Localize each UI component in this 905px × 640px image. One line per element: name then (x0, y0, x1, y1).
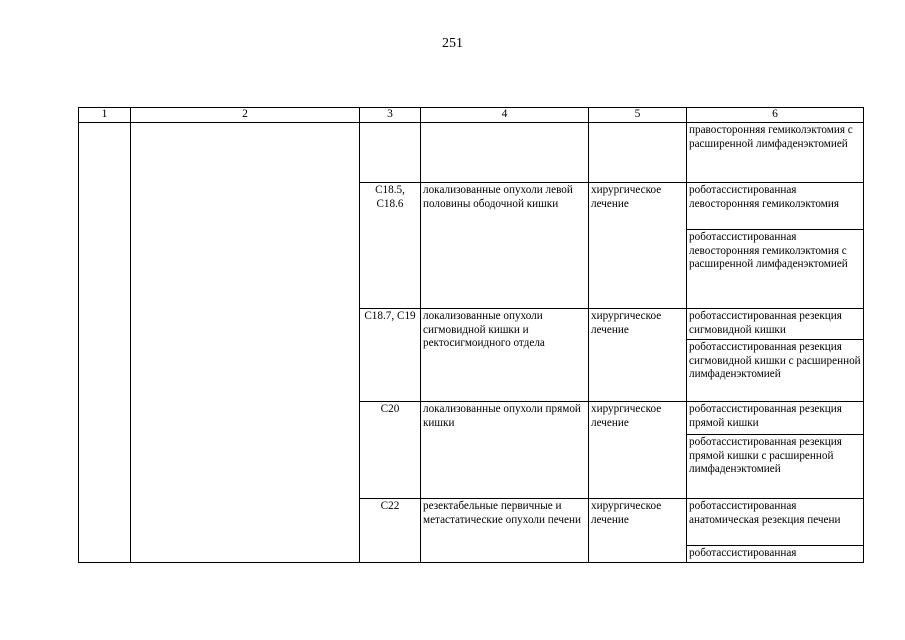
condition-cell: локализованные опухоли левой половины ободочной кишки (421, 183, 589, 309)
treatment-cell: хирургическое лечение (589, 183, 687, 309)
treatment-cell (589, 123, 687, 183)
column-header: 3 (360, 108, 421, 123)
code-cell (360, 123, 421, 183)
method-cell: роботассистированная резекция сигмовидной кишки с расширенной лимфаденэктомией (687, 340, 864, 402)
code-cell: C18.5, C18.6 (360, 183, 421, 309)
treatment-cell: хирургическое лечение (589, 309, 687, 402)
procedures-table (78, 107, 864, 563)
col1-cell (79, 123, 131, 563)
condition-cell (421, 123, 589, 183)
condition-cell: локализованные опухоли прямой кишки (421, 402, 589, 499)
treatment-cell: хирургическое лечение (589, 402, 687, 499)
code-cell: C22 (360, 499, 421, 563)
method-cell: роботассистированная левосторонняя гемиколэктомия с расширенной лимфаденэктомией (687, 230, 864, 309)
method-cell: роботассистированная резекция сигмовидной кишки (687, 309, 864, 340)
page-number: 251 (442, 36, 463, 51)
method-cell: роботассистированная резекция прямой кишки с расширенной лимфаденэктомией (687, 435, 864, 499)
condition-cell: локализованные опухоли сигмовидной кишки и ректосигмоидного отдела (421, 309, 589, 402)
column-header: 1 (79, 108, 131, 123)
column-header: 5 (589, 108, 687, 123)
column-header: 6 (687, 108, 864, 123)
treatment-cell: хирургическое лечение (589, 499, 687, 563)
code-cell: C20 (360, 402, 421, 499)
method-cell: роботассистированная (687, 546, 864, 563)
method-cell: роботассистированная резекция прямой кишки (687, 402, 864, 435)
table-row (79, 123, 864, 183)
col2-cell (131, 123, 360, 563)
column-header: 2 (131, 108, 360, 123)
code-cell: C18.7, C19 (360, 309, 421, 402)
method-cell: правосторонняя гемиколэктомия с расширенной лимфаденэктомией (687, 123, 864, 183)
condition-cell: резектабельные первичные и метастатические опухоли печени (421, 499, 589, 563)
method-cell: роботассистированная анатомическая резекция печени (687, 499, 864, 546)
method-cell: роботассистированная левосторонняя гемиколэктомия (687, 183, 864, 230)
table-header-row (79, 108, 864, 123)
column-header: 4 (421, 108, 589, 123)
